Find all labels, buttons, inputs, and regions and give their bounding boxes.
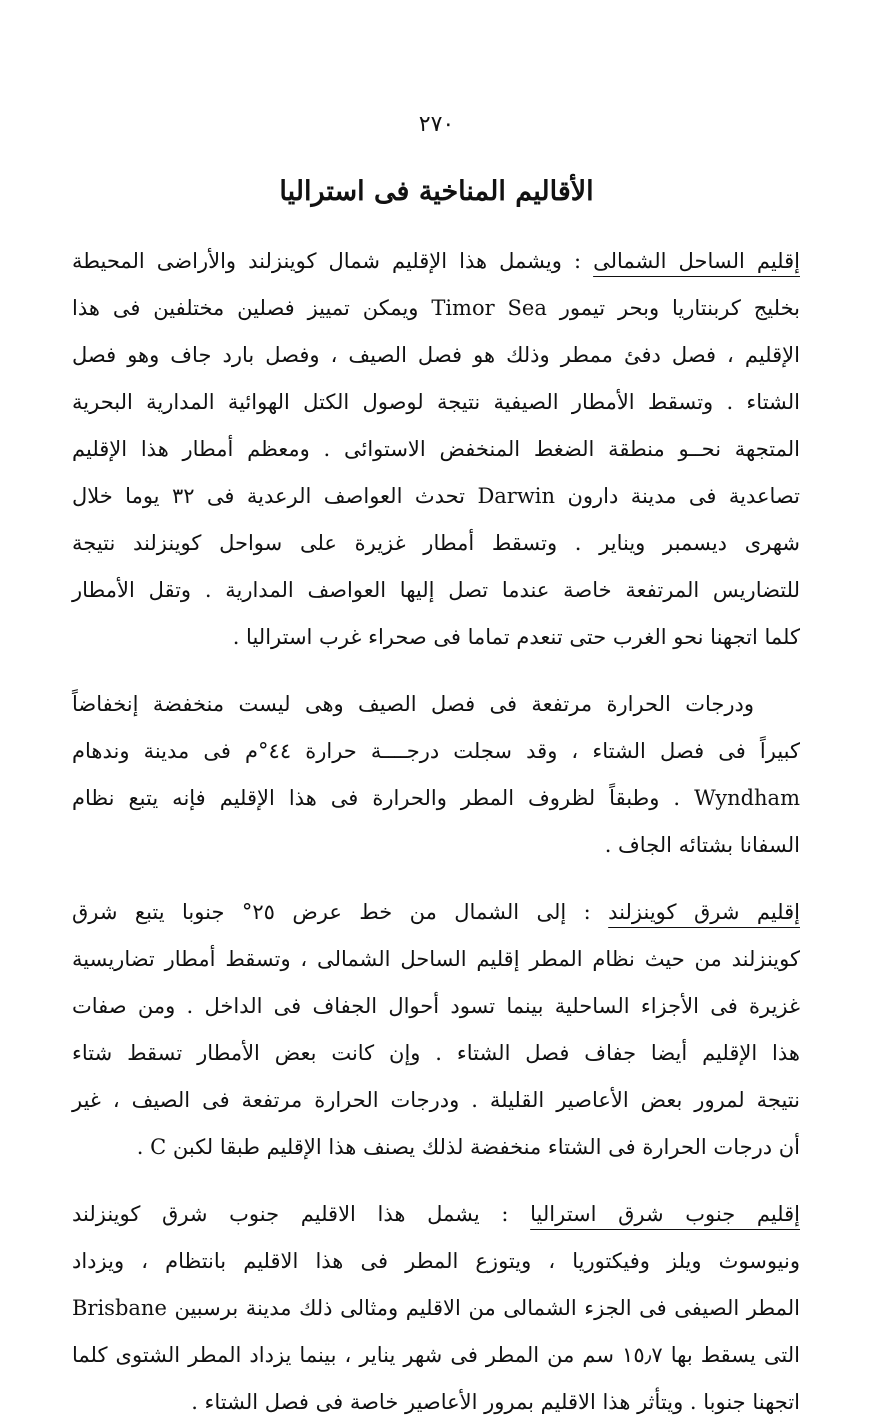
text-line: إقليم شرق كوينزلند : إلى الشمال من خط عرض ٢٥° جنوبا يتبع شرق — [72, 900, 800, 924]
body-text — [72, 238, 800, 1426]
paragraph-southeast-australia — [72, 1191, 800, 1426]
paragraph-temperature — [72, 681, 800, 869]
text-line: بخليج كربنتاريا وبحر تيمور Timor Sea ويمكن تمييز فصلين مختلفين فى هذا — [72, 296, 800, 320]
paragraph-north-coast — [72, 238, 800, 661]
text-line: تصاعدية فى مدينة دارون Darwin تحدث العواصف الرعدية فى ٣٢ يوما خلال — [72, 484, 800, 508]
text-line: إقليم جنوب شرق استراليا : يشمل هذا الاقليم جنوب شرق كوينزلند — [72, 1202, 800, 1226]
text-line: السفانا بشتائه الجاف . — [604, 833, 800, 857]
text-line: Wyndham . وطبقاً لظروف المطر والحرارة فى هذا الإقليم فإنه يتبع نظام — [72, 786, 800, 810]
text-line: ونيوسوث ويلز وفيكتوريا ، ويتوزع المطر فى هذا الاقليم بانتظام ، ويزداد — [72, 1249, 800, 1273]
text-line: أن درجات الحرارة فى الشتاء منخفضة لذلك يصنف هذا الإقليم طبقا لكبن C . — [136, 1135, 800, 1159]
text-line: للتضاريس المرتفعة خاصة عندما تصل إليها العواصف المدارية . وتقل الأمطار — [72, 578, 800, 602]
text-line: اتجهنا جنوبا . ويتأثر هذا الاقليم بمرور الأعاصير خاصة فى فصل الشتاء . — [191, 1390, 800, 1414]
text-line: المتجهة نحــو منطقة الضغط المنخفض الاستوائى . ومعظم أمطار هذا الإقليم — [72, 437, 800, 461]
page-title: الأقاليم المناخية فى استراليا — [279, 176, 594, 207]
text-line: ودرجات الحرارة مرتفعة فى فصل الصيف وهى ليست منخفضة إنخفاضاً — [72, 692, 754, 716]
text-line: كوينزلند من حيث نظام المطر إقليم الساحل الشمالى ، وتسقط أمطار تضاريسية — [72, 947, 800, 971]
section-heading-north-coast: إقليم الساحل الشمالى — [593, 249, 800, 273]
section-heading-east-queensland: إقليم شرق كوينزلند — [608, 900, 800, 924]
text-line: هذا الإقليم أيضا جفاف فصل الشتاء . وإن كانت بعض الأمطار تسقط شتاء — [72, 1041, 800, 1065]
text-line: كبيراً فى فصل الشتاء ، وقد سجلت درجــــة حرارة ٤٤°م فى مدينة وندهام — [72, 739, 800, 763]
text-line: الشتاء . وتسقط الأمطار الصيفية نتيجة لوصول الكتل الهوائية المدارية البحرية — [72, 390, 800, 414]
section-heading-southeast-australia: إقليم جنوب شرق استراليا — [530, 1202, 800, 1226]
text-line: كلما اتجهنا نحو الغرب حتى تنعدم تماما فى صحراء غرب استراليا . — [232, 625, 800, 649]
text-line: التى يسقط بها ١٥٫٧ سم من المطر فى شهر يناير ، بينما يزداد المطر الشتوى كلما — [72, 1343, 800, 1367]
text-line: غزيرة فى الأجزاء الساحلية بينما تسود أحوال الجفاف فى الداخل . ومن صفات — [72, 994, 800, 1018]
text-line: نتيجة لمرور بعض الأعاصير القليلة . ودرجات الحرارة مرتفعة فى الصيف ، غير — [72, 1088, 800, 1112]
text-line: الإقليم ، فصل دفئ ممطر وذلك هو فصل الصيف ، وفصل بارد جاف وهو فصل — [72, 343, 800, 367]
page-number: ٢٧٠ — [418, 112, 455, 137]
paragraph-east-queensland — [72, 889, 800, 1171]
text-line: إقليم الساحل الشمالى : ويشمل هذا الإقليم شمال كوينزلند والأراضى المحيطة — [72, 249, 800, 273]
text-line: المطر الصيفى فى الجزء الشمالى من الاقليم ومثالى ذلك مدينة برسبين Brisbane — [72, 1296, 800, 1320]
text-line: شهرى ديسمبر ويناير . وتسقط أمطار غزيرة على سواحل كوينزلند نتيجة — [72, 531, 800, 555]
